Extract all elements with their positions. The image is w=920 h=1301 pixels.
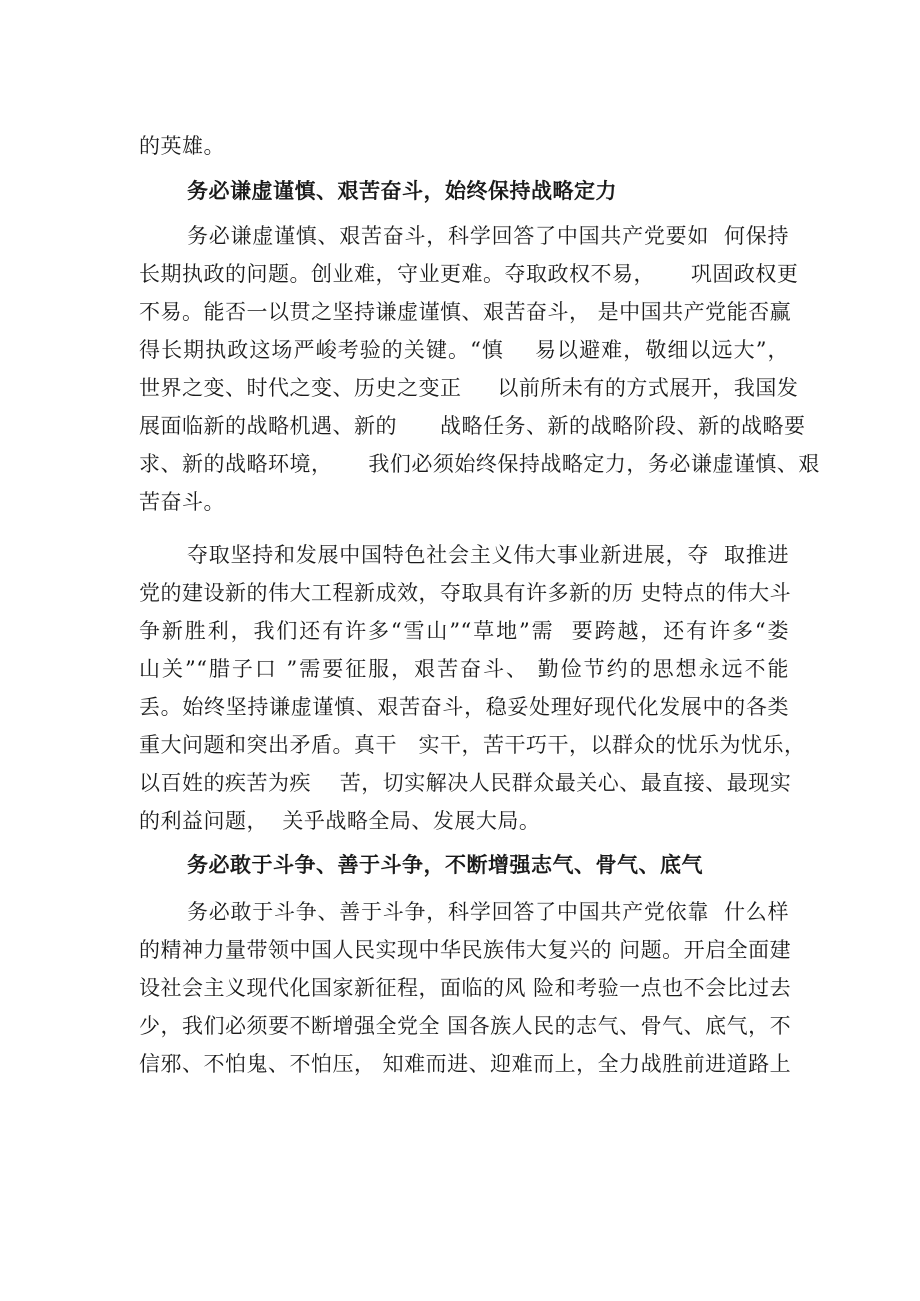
text-line: 以百姓的疾苦为疾 苦，切实解决人民群众最关心、最直接、最现实 [139,771,792,795]
text-line: 少，我们必须要不断增强全党全 国各族人民的志气、骨气、底气，不 [139,1014,792,1038]
text-line: 务必敢于斗争、善于斗争，科学回答了中国共产党依靠 什么样 [187,900,789,924]
text-line: 设社会主义现代化国家新征程，面临的风 险和考验一点也不会比过去 [139,976,792,1000]
text-line: 得长期执政这场严峻考验的关键。“慎 易以避难，敬细以远大”， [139,338,789,362]
text-line: 的英雄。 [139,134,225,158]
section-heading: 务必谦虚谨慎、艰苦奋斗，始终保持战略定力 [187,179,617,203]
text-line: 世界之变、时代之变、历史之变正 以前所未有的方式展开，我国发 [139,376,799,400]
text-line: 不易。能否一以贯之坚持谦虚谨慎、艰苦奋斗， 是中国共产党能否赢 [139,300,792,324]
text-line: 求、新的战略环境， 我们必须始终保持战略定力，务必谦虚谨慎、艰 [139,452,820,476]
text-line: 苦奋斗。 [139,490,225,514]
text-line: 务必谦虚谨慎、艰苦奋斗，科学回答了中国共产党要如 何保持 [187,224,789,248]
text-line: 夺取坚持和发展中国特色社会主义伟大事业新进展，夺 取推进 [187,543,789,567]
text-line: 的精神力量带领中国人民实现中华民族伟大复兴的 问题。开启全面建 [139,938,792,962]
text-line: 长期执政的问题。创业难，守业更难。夺取政权不易， 巩固政权更 [139,262,799,286]
text-line: 信邪、不怕鬼、不怕压， 知难而进、迎难而上，全力战胜前进道路上 [139,1052,792,1076]
text-line: 丢。始终坚持谦虚谨慎、艰苦奋斗，稳妥处理好现代化发展中的各类 [139,695,789,719]
text-line: 山关”“腊子口 ”需要征服，艰苦奋斗、 勤俭节约的思想永远不能 [139,657,789,681]
text-line: 重大问题和突出矛盾。真干 实干，苦干巧干，以群众的忧乐为忧乐， [139,733,806,757]
text-line: 展面临新的战略机遇、新的 战略任务、新的战略阶段、新的战略要 [139,414,806,438]
text-line: 争新胜利，我们还有许多“雪山”“草地”需 要跨越，还有许多“娄 [139,619,789,643]
text-line: 的利益问题， 关乎战略全局、发展大局。 [139,809,541,833]
text-line: 党的建设新的伟大工程新成效，夺取具有许多新的历 史特点的伟大斗 [139,581,792,605]
section-heading: 务必敢于斗争、善于斗争，不断增强志气、骨气、底气 [187,853,703,877]
